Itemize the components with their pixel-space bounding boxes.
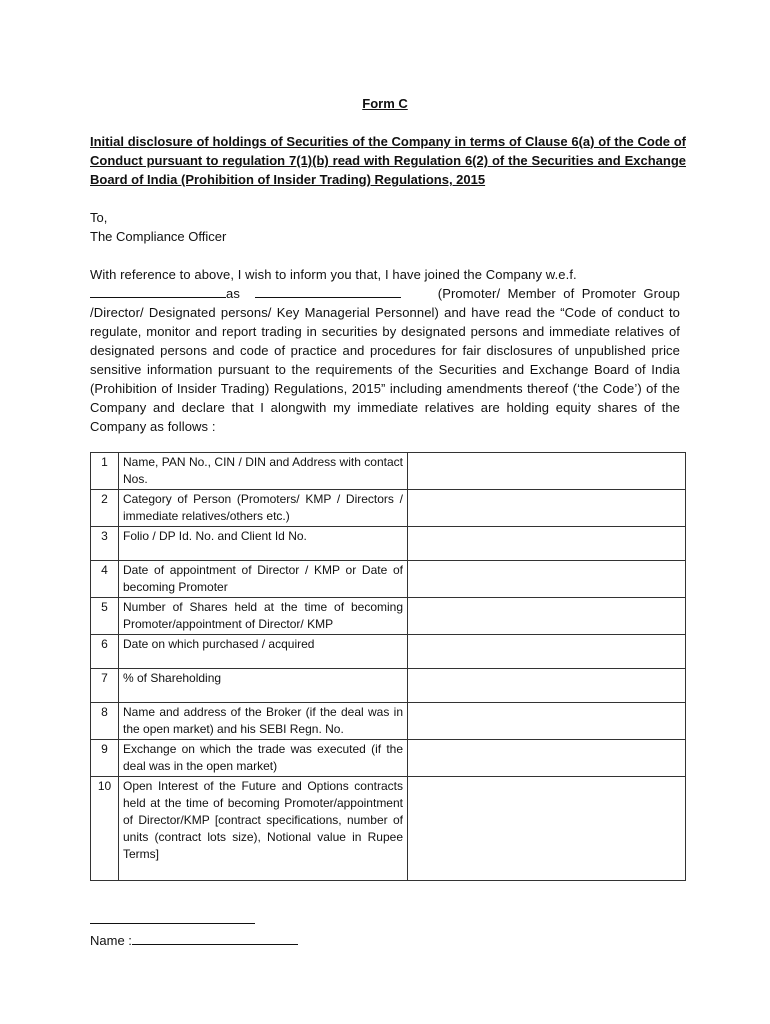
para-intro: With reference to above, I wish to inform you that, I have joined the Company w.e.f. <box>90 267 577 282</box>
row-label: Category of Person (Promoters/ KMP / Directors / immediate relatives/others etc.) <box>119 490 408 527</box>
designation-blank[interactable] <box>255 285 401 298</box>
row-value-cell[interactable] <box>408 777 686 881</box>
to-label: To, <box>90 210 108 225</box>
row-number: 1 <box>91 453 119 490</box>
row-number: 9 <box>91 740 119 777</box>
row-label: Date on which purchased / acquired <box>119 635 408 669</box>
para-rest: /Director/ Designated persons/ Key Managerial Personnel) and have read the “Code of conduct to regulate, monitor and report trading in securities by designated persons and immediate relatives of designated persons and code of practice and procedures for fair disclosures of unpublished price sensitive information pursuant to the requirements of the Securities and Exchange Board of India (Prohibition of Insider Trading) Regulations, 2015” including amendments thereof (‘the Code’) of the Company and declare that I alongwith my immediate relatives are holding equity shares of the Company as follows : <box>90 305 680 434</box>
para-as: as <box>226 286 240 301</box>
body-paragraph <box>90 265 680 436</box>
form-heading: Initial disclosure of holdings of Securities of the Company in terms of Clause 6(a) of the Code of Conduct pursuant to regulation 7(1)(b) read with Regulation 6(2) of the Securities and Exchange Board of India (Prohibition of Insider Trading) Regulations, 2015 <box>90 134 686 187</box>
row-number: 3 <box>91 527 119 561</box>
signature-line <box>90 923 255 924</box>
row-label: Name and address of the Broker (if the deal was in the open market) and his SEBI Regn. No. <box>119 703 408 740</box>
row-number: 4 <box>91 561 119 598</box>
name-field <box>90 930 298 950</box>
row-label: Folio / DP Id. No. and Client Id No. <box>119 527 408 561</box>
form-title: Form C <box>362 96 408 111</box>
row-number: 2 <box>91 490 119 527</box>
table-row <box>91 635 686 669</box>
table-row <box>91 453 686 490</box>
disclosure-table <box>90 452 686 881</box>
name-label: Name : <box>90 933 132 948</box>
row-value-cell[interactable] <box>408 635 686 669</box>
table-row <box>91 740 686 777</box>
row-label: % of Shareholding <box>119 669 408 703</box>
row-value-cell[interactable] <box>408 561 686 598</box>
row-number: 5 <box>91 598 119 635</box>
row-number: 8 <box>91 703 119 740</box>
row-number: 10 <box>91 777 119 881</box>
row-value-cell[interactable] <box>408 527 686 561</box>
row-value-cell[interactable] <box>408 598 686 635</box>
table-row <box>91 777 686 881</box>
table-row <box>91 598 686 635</box>
addressee-block <box>90 208 226 246</box>
table-row <box>91 703 686 740</box>
row-number: 7 <box>91 669 119 703</box>
table-row <box>91 527 686 561</box>
para-line2-rest: (Promoter/ Member of Promoter Group <box>437 286 680 301</box>
row-label: Number of Shares held at the time of becoming Promoter/appointment of Director/ KMP <box>119 598 408 635</box>
table-row <box>91 561 686 598</box>
row-value-cell[interactable] <box>408 669 686 703</box>
row-label: Open Interest of the Future and Options contracts held at the time of becoming Promoter/appointment of Director/KMP [contract specifications, number of units (contract lots size), Notional value in Rupee Terms] <box>119 777 408 881</box>
row-value-cell[interactable] <box>408 703 686 740</box>
row-value-cell[interactable] <box>408 490 686 527</box>
row-label: Date of appointment of Director / KMP or Date of becoming Promoter <box>119 561 408 598</box>
table-row <box>91 490 686 527</box>
recipient: The Compliance Officer <box>90 229 227 244</box>
name-blank[interactable] <box>132 930 298 945</box>
row-value-cell[interactable] <box>408 740 686 777</box>
row-label: Name, PAN No., CIN / DIN and Address with contact Nos. <box>119 453 408 490</box>
row-value-cell[interactable] <box>408 453 686 490</box>
row-label: Exchange on which the trade was executed (if the deal was in the open market) <box>119 740 408 777</box>
row-number: 6 <box>91 635 119 669</box>
join-date-blank[interactable] <box>90 285 226 298</box>
table-row <box>91 669 686 703</box>
